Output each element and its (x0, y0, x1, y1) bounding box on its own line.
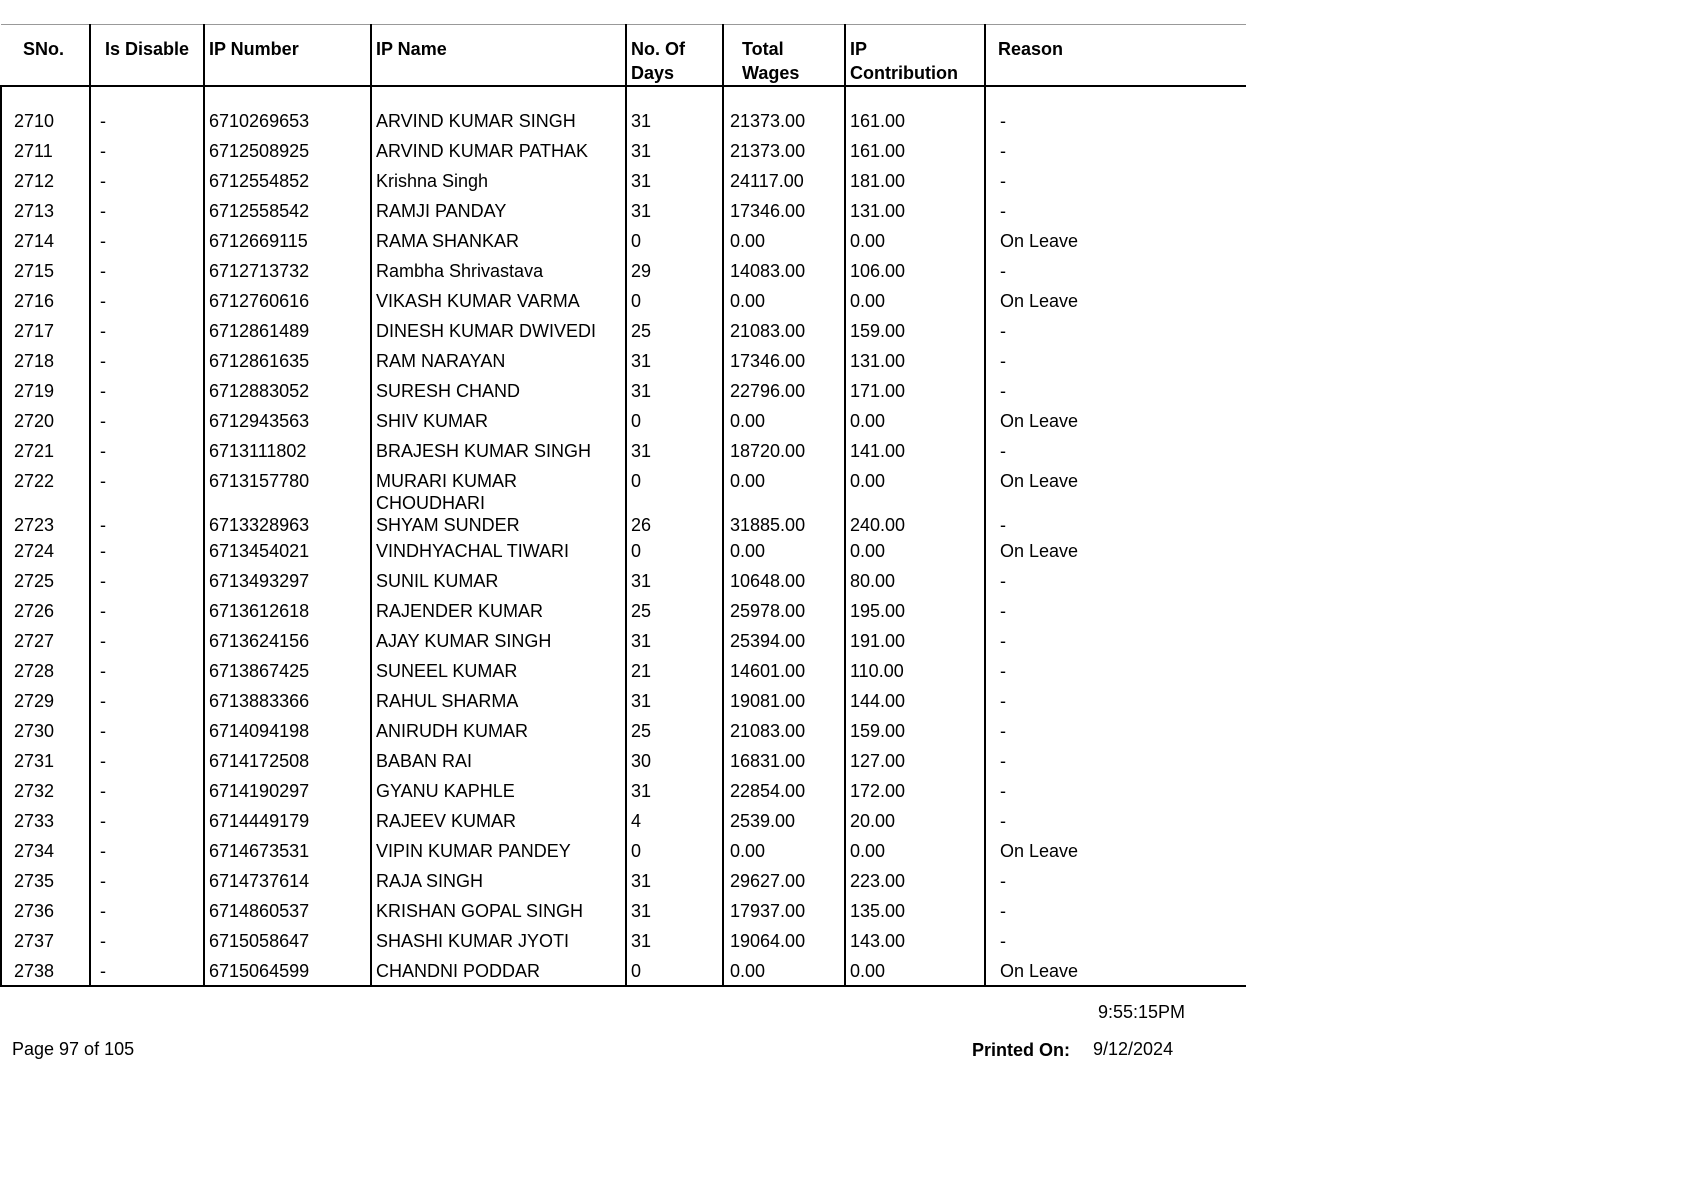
cell-sno: 2712 (1, 166, 90, 196)
cell-ip-name: RAMA SHANKAR (371, 226, 626, 256)
table-row (1, 286, 1246, 316)
header-row (1, 25, 1246, 87)
header-total-wages: Total Wages (723, 25, 845, 87)
cell-sno: 2717 (1, 316, 90, 346)
cell-no-of-days: 0 (626, 286, 723, 316)
cell-no-of-days: 31 (626, 776, 723, 806)
cell-ip-number: 6714449179 (204, 806, 371, 836)
cell-sno: 2721 (1, 436, 90, 466)
cell-is-disable: - (90, 106, 204, 136)
cell-is-disable: - (90, 596, 204, 626)
cell-ip-contribution: 127.00 (845, 746, 985, 776)
cell-no-of-days: 25 (626, 316, 723, 346)
table-row (1, 316, 1246, 346)
cell-ip-name: RAJA SINGH (371, 866, 626, 896)
table-row (1, 436, 1246, 466)
cell-no-of-days: 31 (626, 866, 723, 896)
cell-no-of-days: 31 (626, 136, 723, 166)
cell-ip-contribution: 106.00 (845, 256, 985, 286)
cell-ip-name: RAHUL SHARMA (371, 686, 626, 716)
table-row (1, 626, 1246, 656)
cell-reason: - (1000, 631, 1006, 651)
cell-no-of-days: 29 (626, 256, 723, 286)
table-header (1, 25, 1246, 87)
cell-ip-number: 6712669115 (204, 226, 371, 256)
table-body (1, 86, 1246, 986)
cell-ip-number: 6713624156 (204, 626, 371, 656)
cell-ip-name: SHIV KUMAR (371, 406, 626, 436)
cell-ip-name: MURARI KUMAR CHOUDHARI (371, 466, 626, 514)
spacer-cell (626, 86, 723, 106)
spacer-cell (371, 86, 626, 106)
cell-sno: 2736 (1, 896, 90, 926)
cell-ip-contribution: 143.00 (845, 926, 985, 956)
cell-reason: - (1000, 871, 1006, 891)
spacer-row (1, 86, 1246, 106)
cell-total-wages: 25394.00 (723, 626, 845, 656)
cell-ip-number: 6712554852 (204, 166, 371, 196)
cell-sno: 2731 (1, 746, 90, 776)
cell-sno: 2730 (1, 716, 90, 746)
cell-is-disable: - (90, 406, 204, 436)
cell-sno: 2727 (1, 626, 90, 656)
cell-reason: - (1000, 441, 1006, 461)
cell-ip-name: AJAY KUMAR SINGH (371, 626, 626, 656)
spacer-cell (1, 86, 90, 106)
cell-reason: - (1000, 111, 1006, 131)
cell-no-of-days: 21 (626, 656, 723, 686)
cell-reason: - (1000, 201, 1006, 221)
cell-is-disable: - (90, 466, 204, 514)
cell-is-disable: - (90, 256, 204, 286)
spacer-cell (723, 86, 845, 106)
cell-is-disable: - (90, 656, 204, 686)
cell-no-of-days: 31 (626, 626, 723, 656)
cell-reason: - (1000, 661, 1006, 681)
cell-ip-contribution: 0.00 (845, 286, 985, 316)
table-row (1, 566, 1246, 596)
cell-ip-name: KRISHAN GOPAL SINGH (371, 896, 626, 926)
cell-ip-number: 6713867425 (204, 656, 371, 686)
cell-no-of-days: 0 (626, 836, 723, 866)
cell-no-of-days: 0 (626, 406, 723, 436)
cell-ip-name: SUNEEL KUMAR (371, 656, 626, 686)
cell-reason: On Leave (1000, 411, 1079, 431)
table-row (1, 836, 1246, 866)
cell-ip-contribution: 131.00 (845, 196, 985, 226)
cell-total-wages: 25978.00 (723, 596, 845, 626)
table-row (1, 196, 1246, 226)
printed-on-date: 9/12/2024 (1093, 1039, 1174, 1059)
cell-reason: - (1000, 781, 1006, 801)
cell-is-disable: - (90, 376, 204, 406)
cell-ip-number: 6714094198 (204, 716, 371, 746)
cell-no-of-days: 0 (626, 466, 723, 514)
cell-reason: On Leave (1000, 841, 1079, 861)
cell-reason: - (1000, 601, 1006, 621)
cell-ip-contribution: 181.00 (845, 166, 985, 196)
cell-ip-contribution: 141.00 (845, 436, 985, 466)
cell-ip-contribution: 135.00 (845, 896, 985, 926)
cell-ip-contribution: 20.00 (845, 806, 985, 836)
cell-total-wages: 0.00 (723, 536, 845, 566)
cell-is-disable: - (90, 226, 204, 256)
cell-ip-number: 6712861489 (204, 316, 371, 346)
cell-total-wages: 29627.00 (723, 866, 845, 896)
cell-total-wages: 21373.00 (723, 106, 845, 136)
cell-no-of-days: 31 (626, 106, 723, 136)
contribution-report (0, 24, 1245, 987)
cell-ip-name: VIPIN KUMAR PANDEY (371, 836, 626, 866)
table-row (1, 806, 1246, 836)
table-row (1, 166, 1246, 196)
cell-is-disable: - (90, 836, 204, 866)
cell-sno: 2713 (1, 196, 90, 226)
cell-sno: 2716 (1, 286, 90, 316)
table-row (1, 596, 1246, 626)
cell-is-disable: - (90, 926, 204, 956)
cell-reason: On Leave (985, 956, 1246, 986)
cell-reason: - (1000, 141, 1006, 161)
cell-ip-number: 6714190297 (204, 776, 371, 806)
cell-total-wages: 21373.00 (723, 136, 845, 166)
cell-ip-name: BRAJESH KUMAR SINGH (371, 436, 626, 466)
cell-ip-name: VINDHYACHAL TIWARI (371, 536, 626, 566)
cell-ip-name: SHASHI KUMAR JYOTI (371, 926, 626, 956)
cell-reason: - (1000, 571, 1006, 591)
cell-ip-contribution: 161.00 (845, 136, 985, 166)
table-row (1, 746, 1246, 776)
cell-ip-contribution: 195.00 (845, 596, 985, 626)
cell-total-wages: 19081.00 (723, 686, 845, 716)
cell-ip-number: 6713612618 (204, 596, 371, 626)
cell-ip-contribution: 0.00 (845, 956, 985, 986)
cell-is-disable: - (90, 346, 204, 376)
cell-is-disable: - (90, 626, 204, 656)
cell-is-disable: - (90, 436, 204, 466)
cell-no-of-days: 31 (626, 196, 723, 226)
cell-sno: 2734 (1, 836, 90, 866)
cell-ip-name: RAM NARAYAN (371, 346, 626, 376)
cell-ip-contribution: 172.00 (845, 776, 985, 806)
cell-ip-name: SURESH CHAND (371, 376, 626, 406)
table-row (1, 866, 1246, 896)
cell-ip-name: VIKASH KUMAR VARMA (371, 286, 626, 316)
cell-sno: 2732 (1, 776, 90, 806)
table-row (1, 346, 1246, 376)
cell-ip-name: Rambha Shrivastava (371, 256, 626, 286)
printed-on-label: Printed On: (972, 1040, 1070, 1060)
cell-reason: - (1000, 351, 1006, 371)
cell-is-disable: - (90, 686, 204, 716)
cell-ip-number: 6712508925 (204, 136, 371, 166)
cell-no-of-days: 0 (626, 226, 723, 256)
cell-ip-name: GYANU KAPHLE (371, 776, 626, 806)
cell-ip-number: 6712713732 (204, 256, 371, 286)
table-row (1, 536, 1246, 566)
cell-ip-contribution: 171.00 (845, 376, 985, 406)
header-reason: Reason (985, 25, 1246, 87)
cell-reason: On Leave (1000, 541, 1079, 561)
cell-sno: 2728 (1, 656, 90, 686)
spacer-cell (845, 86, 985, 106)
cell-total-wages: 22796.00 (723, 376, 845, 406)
cell-ip-number: 6714737614 (204, 866, 371, 896)
cell-ip-name: RAMJI PANDAY (371, 196, 626, 226)
cell-is-disable: - (90, 716, 204, 746)
table-row (1, 716, 1246, 746)
cell-total-wages: 19064.00 (723, 926, 845, 956)
cell-total-wages: 21083.00 (723, 716, 845, 746)
cell-total-wages: 17937.00 (723, 896, 845, 926)
cell-sno: 2738 (1, 956, 90, 986)
cell-ip-number: 6712883052 (204, 376, 371, 406)
header-ip-contribution: IP Contribution (845, 25, 985, 87)
cell-ip-number: 6713454021 (204, 536, 371, 566)
cell-total-wages: 0.00 (723, 406, 845, 436)
cell-is-disable: - (90, 286, 204, 316)
cell-is-disable: - (90, 166, 204, 196)
cell-total-wages: 17346.00 (723, 196, 845, 226)
cell-ip-number: 6712861635 (204, 346, 371, 376)
cell-reason: - (1000, 261, 1006, 281)
cell-no-of-days: 4 (626, 806, 723, 836)
cell-ip-name: RAJENDER KUMAR (371, 596, 626, 626)
table-row (1, 686, 1246, 716)
cell-ip-contribution: 223.00 (845, 866, 985, 896)
cell-is-disable: - (90, 566, 204, 596)
cell-sno: 2714 (1, 226, 90, 256)
cell-ip-contribution: 80.00 (845, 566, 985, 596)
cell-is-disable: - (90, 896, 204, 926)
cell-reason: - (1000, 931, 1006, 951)
cell-sno: 2733 (1, 806, 90, 836)
cell-ip-name: SUNIL KUMAR (371, 566, 626, 596)
cell-reason: - (1000, 381, 1006, 401)
cell-no-of-days: 25 (626, 596, 723, 626)
cell-is-disable: - (90, 806, 204, 836)
table-row (1, 776, 1246, 806)
cell-total-wages: 10648.00 (723, 566, 845, 596)
cell-sno: 2710 (1, 106, 90, 136)
cell-total-wages: 17346.00 (723, 346, 845, 376)
cell-is-disable: - (90, 316, 204, 346)
cell-total-wages: 0.00 (723, 836, 845, 866)
cell-ip-name: DINESH KUMAR DWIVEDI (371, 316, 626, 346)
page-number: Page 97 of 105 (12, 1039, 135, 1059)
table-row (1, 136, 1246, 166)
cell-ip-contribution: 159.00 (845, 716, 985, 746)
header-ip-name: IP Name (371, 25, 626, 87)
cell-ip-number: 6714172508 (204, 746, 371, 776)
cell-sno: 2719 (1, 376, 90, 406)
cell-ip-contribution: 144.00 (845, 686, 985, 716)
cell-no-of-days: 0 (626, 956, 723, 986)
cell-no-of-days: 31 (626, 686, 723, 716)
cell-ip-number: 6714860537 (204, 896, 371, 926)
cell-is-disable: - (90, 514, 204, 536)
spacer-cell (90, 86, 204, 106)
cell-ip-number: 6712558542 (204, 196, 371, 226)
cell-reason: - (1000, 751, 1006, 771)
cell-is-disable: - (90, 196, 204, 226)
cell-reason: - (1000, 811, 1006, 831)
cell-ip-contribution: 110.00 (845, 656, 985, 686)
cell-total-wages: 18720.00 (723, 436, 845, 466)
cell-no-of-days: 31 (626, 566, 723, 596)
header-is-disable: Is Disable (90, 25, 204, 87)
cell-is-disable: - (90, 536, 204, 566)
cell-no-of-days: 31 (626, 346, 723, 376)
table-row (1, 376, 1246, 406)
cell-sno: 2718 (1, 346, 90, 376)
cell-ip-number: 6712943563 (204, 406, 371, 436)
cell-sno: 2729 (1, 686, 90, 716)
header-sno: SNo. (1, 25, 90, 87)
cell-total-wages: 22854.00 (723, 776, 845, 806)
cell-reason: On Leave (1000, 291, 1079, 311)
cell-is-disable: - (90, 956, 204, 986)
table-row (1, 956, 1246, 986)
cell-ip-name: ANIRUDH KUMAR (371, 716, 626, 746)
cell-no-of-days: 31 (626, 166, 723, 196)
cell-no-of-days: 0 (626, 536, 723, 566)
table-row (1, 656, 1246, 686)
cell-reason: - (1000, 171, 1006, 191)
cell-total-wages: 0.00 (723, 466, 845, 514)
cell-reason: - (1000, 721, 1006, 741)
cell-no-of-days: 31 (626, 896, 723, 926)
cell-is-disable: - (90, 776, 204, 806)
cell-ip-name: ARVIND KUMAR PATHAK (371, 136, 626, 166)
cell-ip-number: 6715058647 (204, 926, 371, 956)
table-row (1, 926, 1246, 956)
cell-ip-name: ARVIND KUMAR SINGH (371, 106, 626, 136)
table-row (1, 466, 1246, 514)
cell-total-wages: 14601.00 (723, 656, 845, 686)
cell-total-wages: 16831.00 (723, 746, 845, 776)
header-no-of-days: No. Of Days (626, 25, 723, 87)
cell-sno: 2720 (1, 406, 90, 436)
cell-ip-number: 6714673531 (204, 836, 371, 866)
cell-sno: 2725 (1, 566, 90, 596)
cell-is-disable: - (90, 746, 204, 776)
table-row (1, 106, 1246, 136)
cell-ip-name: CHANDNI PODDAR (371, 956, 626, 986)
cell-sno: 2737 (1, 926, 90, 956)
cell-no-of-days: 25 (626, 716, 723, 746)
cell-sno: 2715 (1, 256, 90, 286)
cell-reason: - (1000, 691, 1006, 711)
cell-sno: 2723 (1, 514, 90, 536)
cell-ip-number: 6713493297 (204, 566, 371, 596)
cell-total-wages: 14083.00 (723, 256, 845, 286)
header-ip-number: IP Number (204, 25, 371, 87)
cell-ip-contribution: 0.00 (845, 406, 985, 436)
cell-ip-number: 6713157780 (204, 466, 371, 514)
cell-ip-name: Krishna Singh (371, 166, 626, 196)
cell-ip-contribution: 0.00 (845, 226, 985, 256)
cell-is-disable: - (90, 866, 204, 896)
table-row (1, 226, 1246, 256)
cell-ip-name: BABAN RAI (371, 746, 626, 776)
contribution-table (0, 24, 1246, 987)
cell-ip-number: 6713111802 (204, 436, 371, 466)
printed-time: 9:55:15PM (1098, 1002, 1186, 1022)
cell-ip-number: 6713328963 (204, 514, 371, 536)
cell-ip-contribution: 159.00 (845, 316, 985, 346)
table-row (1, 514, 1246, 536)
cell-total-wages: 0.00 (723, 956, 845, 986)
cell-ip-number: 6710269653 (204, 106, 371, 136)
cell-ip-contribution: 0.00 (845, 836, 985, 866)
cell-ip-name: RAJEEV KUMAR (371, 806, 626, 836)
cell-total-wages: 0.00 (723, 286, 845, 316)
cell-ip-number: 6713883366 (204, 686, 371, 716)
cell-ip-contribution: 0.00 (845, 536, 985, 566)
table-row (1, 896, 1246, 926)
cell-ip-contribution: 240.00 (845, 514, 985, 536)
cell-reason: - (1000, 321, 1006, 341)
cell-sno: 2735 (1, 866, 90, 896)
cell-ip-number: 6715064599 (204, 956, 371, 986)
spacer-cell (985, 86, 1246, 106)
cell-ip-contribution: 0.00 (845, 466, 985, 514)
cell-total-wages: 31885.00 (723, 514, 845, 536)
cell-ip-contribution: 131.00 (845, 346, 985, 376)
cell-no-of-days: 31 (626, 926, 723, 956)
cell-ip-contribution: 191.00 (845, 626, 985, 656)
cell-sno: 2726 (1, 596, 90, 626)
cell-no-of-days: 26 (626, 514, 723, 536)
cell-no-of-days: 31 (626, 436, 723, 466)
cell-total-wages: 2539.00 (723, 806, 845, 836)
cell-ip-contribution: 161.00 (845, 106, 985, 136)
cell-ip-number: 6712760616 (204, 286, 371, 316)
cell-sno: 2711 (1, 136, 90, 166)
cell-no-of-days: 30 (626, 746, 723, 776)
cell-reason: - (1000, 515, 1006, 535)
cell-total-wages: 0.00 (723, 226, 845, 256)
cell-reason: - (1000, 901, 1006, 921)
cell-total-wages: 21083.00 (723, 316, 845, 346)
table-row (1, 256, 1246, 286)
table-row (1, 406, 1246, 436)
cell-reason: On Leave (1000, 231, 1079, 251)
cell-sno: 2724 (1, 536, 90, 566)
cell-total-wages: 24117.00 (723, 166, 845, 196)
cell-is-disable: - (90, 136, 204, 166)
cell-no-of-days: 31 (626, 376, 723, 406)
cell-ip-name: SHYAM SUNDER (371, 514, 626, 536)
spacer-cell (204, 86, 371, 106)
cell-sno: 2722 (1, 466, 90, 514)
cell-reason: On Leave (1000, 471, 1079, 491)
